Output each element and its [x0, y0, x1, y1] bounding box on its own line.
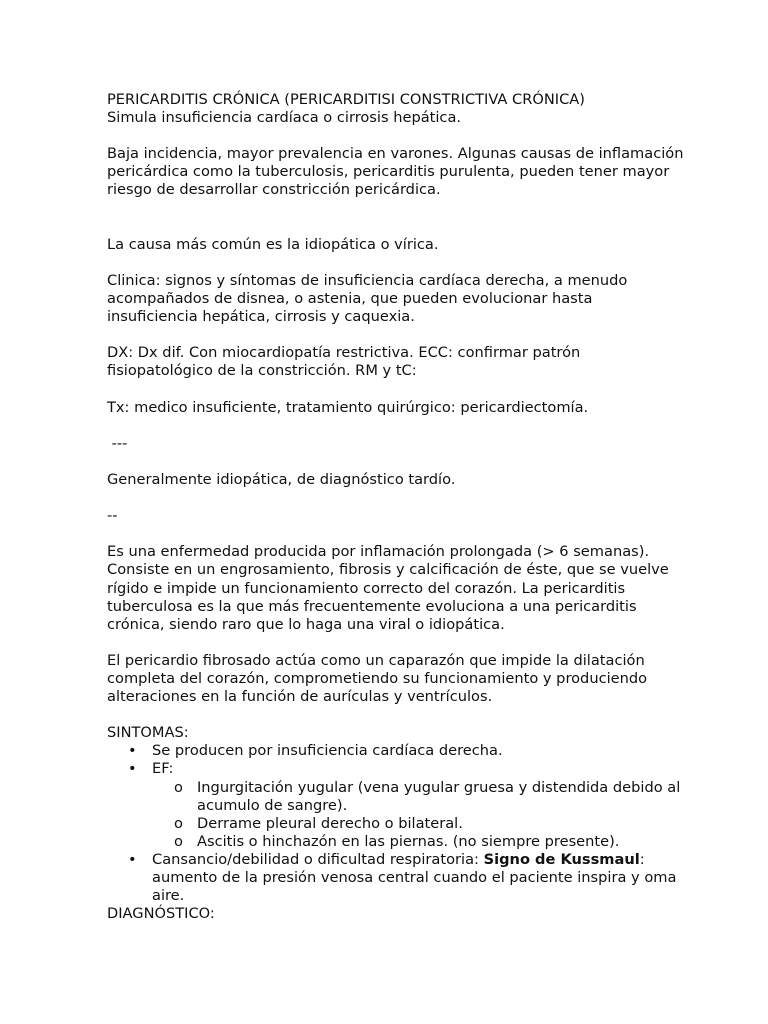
paragraph-cause: La causa más común es la idiopática o vírica. — [107, 235, 439, 253]
spacer — [107, 525, 687, 543]
ef-sublist — [152, 779, 687, 851]
sublist-item-text: Ascitis o hinchazón en las piernas. (no siempre presente). — [197, 832, 620, 850]
paragraph-clinica: Clinica: signos y síntomas de insuficiencia cardíaca derecha, a menudo acompañados de disnea, o astenia, que pueden evolucionar hasta insuficiencia hepática, cirrosis y caquexia. — [107, 271, 628, 326]
list-item-text-lead: Cansancio/debilidad o dificultad respiratoria: — [152, 850, 484, 868]
paragraph-incidence: Baja incidencia, mayor prevalencia en varones. Algunas causas de inflamación pericárdica como la tuberculosis, pericarditis purulenta, pueden tener mayor riesgo de desarrollar constricción pericárdica. — [107, 145, 684, 199]
separator-double-dash: -- — [107, 507, 118, 525]
document-title: PERICARDITIS CRÓNICA (PERICARDITISI CONSTRICTIVA CRÓNICA) — [107, 91, 585, 108]
list-item-text: Se producen por insuficiencia cardíaca derecha. — [152, 742, 503, 760]
spacer — [107, 127, 687, 145]
separator-dashes: --- — [107, 434, 128, 452]
sintomas-heading: SINTOMAS: — [107, 724, 189, 742]
list-item — [107, 851, 687, 905]
document-subtitle: Simula insuficiencia cardíaca o cirrosis hepática. — [107, 109, 462, 127]
diagnostico-heading: DIAGNÓSTICO: — [107, 905, 215, 923]
sub-bullet-icon: o — [174, 832, 183, 850]
paragraph-general: Generalmente idiopática, de diagnóstico tardío. — [107, 470, 456, 488]
bullet-icon: • — [128, 760, 137, 778]
paragraph-enfermedad: Es una enfermedad producida por inflamación prolongada (> 6 semanas). Consiste en un engrosamiento, fibrosis y calcificación de éste, que se vuelve rígido e impide un funcionamiento correcto del corazón. La pericarditis tuberculosa es la que más frecuentemente evoluciona a una pericarditis crónica, siendo raro que lo haga una viral o idiopática. — [107, 543, 669, 633]
spacer — [107, 254, 687, 272]
sublist-item — [107, 815, 687, 833]
spacer — [107, 417, 687, 435]
sublist-item — [107, 779, 687, 815]
spacer — [107, 381, 687, 399]
paragraph-fibrosado: El pericardio fibrosado actúa como un caparazón que impide la dilatación completa del corazón, comprometiendo su funcionamiento y produciendo alteraciones en la función de aurículas y ventrículos. — [107, 651, 648, 706]
list-item-text-rest: : aumento de la presión venosa central cuando el paciente inspira y oma aire. — [152, 850, 677, 905]
spacer — [107, 634, 687, 652]
spacer — [107, 453, 687, 471]
sublist-item-text: Derrame pleural derecho o bilateral. — [197, 814, 463, 832]
spacer — [107, 200, 687, 236]
spacer — [107, 706, 687, 724]
sintomas-list — [107, 742, 687, 905]
kussmaul-term: Signo de Kussmaul — [483, 850, 640, 868]
list-item-text: EF: — [152, 760, 174, 778]
sublist-item-text: Ingurgitación yugular (vena yugular gruesa y distendida debido al acumulo de sangre). — [197, 778, 681, 814]
paragraph-dx: DX: Dx dif. Con miocardiopatía restrictiva. ECC: confirmar patrón fisiopatológico de la constricción. RM y tC: — [107, 344, 581, 380]
list-item — [107, 742, 687, 760]
sub-bullet-icon: o — [174, 778, 183, 796]
paragraph-tx: Tx: medico insuficiente, tratamiento quirúrgico: pericardiectomía. — [107, 398, 589, 416]
sub-bullet-icon: o — [174, 814, 183, 832]
sublist-item — [107, 833, 687, 851]
bullet-icon: • — [128, 742, 137, 760]
spacer — [107, 489, 687, 507]
spacer — [107, 326, 687, 344]
list-item — [107, 760, 687, 850]
bullet-icon: • — [128, 850, 137, 868]
document-page — [107, 91, 687, 923]
